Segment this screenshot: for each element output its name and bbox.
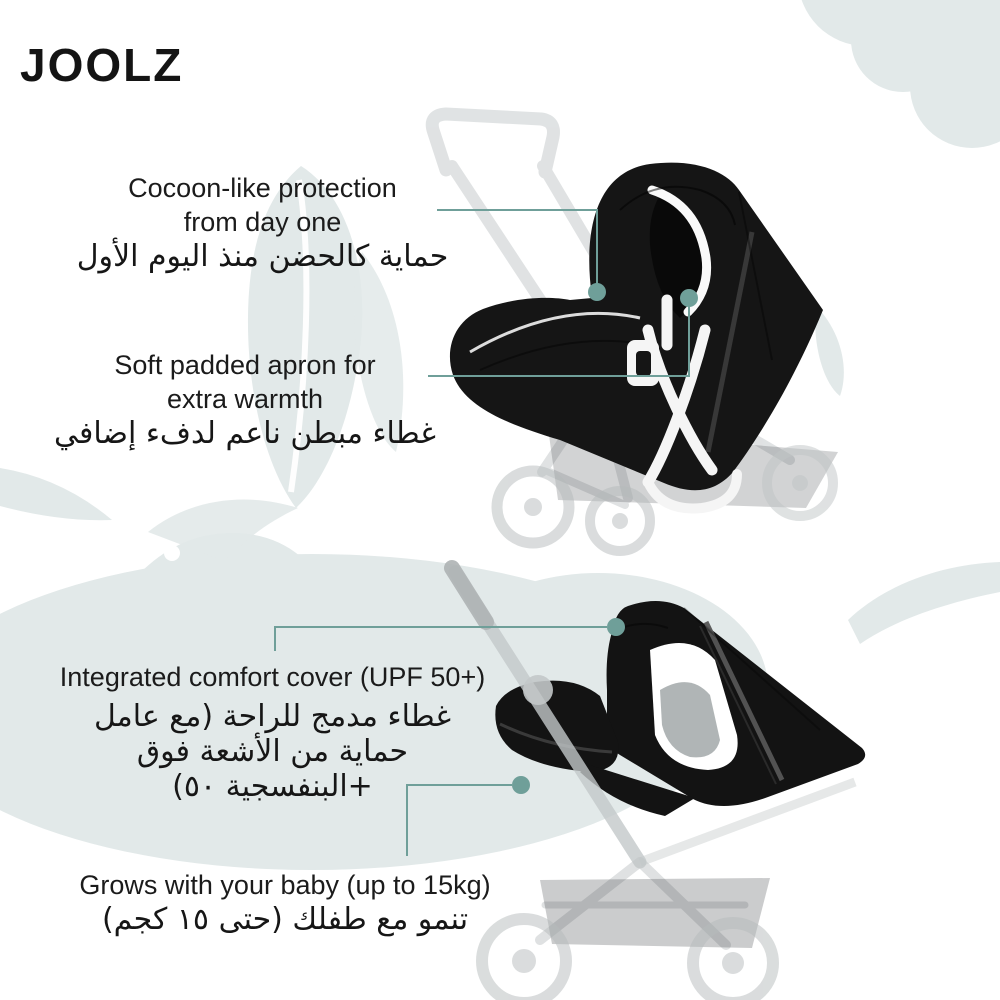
leader-line-comfort-cover: [275, 627, 607, 651]
feature-text-en: Integrated comfort cover (UPF 50+): [59, 662, 486, 692]
feature-text-en: from day one: [183, 207, 342, 237]
feature-dot-comfort-cover: [607, 618, 625, 636]
brand-logo: JOOLZ: [20, 39, 184, 91]
leader-line-apron: [428, 306, 689, 376]
feature-block-grows: [40, 868, 530, 938]
feature-block-comfort-cover: [35, 660, 510, 804]
feature-block-cocoon: [40, 171, 485, 275]
feature-dot-cocoon: [588, 283, 606, 301]
feature-block-apron: [25, 348, 465, 452]
feature-text-ar: حماية من الأشعة فوق: [136, 734, 409, 769]
feature-text-en: Cocoon-like protection: [128, 173, 397, 203]
feature-text-en: extra warmth: [166, 384, 324, 414]
feature-text-ar: غطاء مدمج للراحة (مع عامل: [93, 699, 452, 734]
feature-dot-apron: [680, 289, 698, 307]
feature-text-ar: تنمو مع طفلك (حتى ١٥ كجم): [101, 902, 469, 937]
feature-text-ar: غطاء مبطن ناعم لدفء إضافي: [53, 416, 436, 451]
feature-dot-grows: [512, 776, 530, 794]
feature-text-ar: حماية كالحضن منذ اليوم الأول: [76, 239, 449, 274]
feature-text-ar: +البنفسجية ٥٠): [172, 769, 373, 804]
feature-text-en: Grows with your baby (up to 15kg): [79, 870, 491, 900]
feature-text-en: Soft padded apron for: [114, 350, 376, 380]
